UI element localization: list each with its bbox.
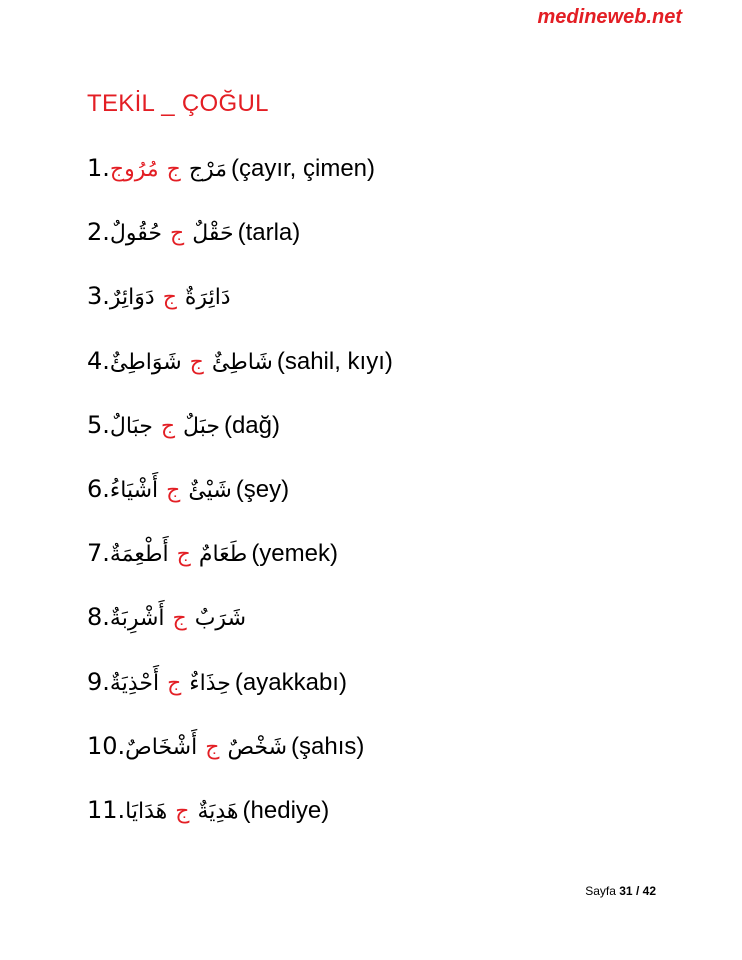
- plural-separator: ج: [162, 285, 177, 311]
- plural-word: دَوَائِرٌ: [109, 285, 155, 311]
- singular-word: شَرَبٌ: [194, 606, 247, 632]
- turkish-meaning: (yemek): [251, 540, 338, 568]
- current-page-number: 31: [619, 884, 633, 898]
- total-page-count: 42: [642, 884, 656, 898]
- plural-separator: ج: [166, 477, 181, 503]
- plural-separator: ج: [166, 157, 181, 182]
- singular-word: طَعَامٌ: [198, 542, 248, 568]
- singular-word: جبَلٌ: [183, 413, 220, 439]
- entry-number: 1.: [87, 154, 110, 182]
- plural-word: هَدَايَا: [125, 798, 168, 824]
- singular-word: حَقْلٌ: [192, 221, 234, 247]
- plural-word: أَشْيَاءُ: [109, 477, 159, 503]
- plural-word: أَطْعِمَةٌ: [109, 542, 169, 568]
- plural-word: أَشْرِبَةٌ: [109, 606, 165, 632]
- list-item: [87, 343, 393, 407]
- turkish-meaning: (sahil, kıyı): [276, 347, 393, 375]
- list-item: [87, 214, 393, 278]
- list-item: [87, 535, 393, 599]
- list-item: [87, 278, 393, 342]
- entry-number: 4.: [87, 346, 110, 375]
- entry-number: 8.: [87, 603, 110, 632]
- turkish-meaning: (şahıs): [291, 732, 365, 760]
- plural-separator: ج: [175, 798, 190, 824]
- plural-separator: ج: [176, 542, 191, 568]
- page-label: Sayfa: [585, 884, 616, 898]
- entry-number: 7.: [87, 539, 110, 568]
- turkish-meaning: (tarla): [237, 219, 301, 247]
- singular-word: حِذَاءٌ: [189, 670, 231, 696]
- list-item: [87, 728, 393, 792]
- singular-word: هَدِيَةٌ: [197, 798, 239, 824]
- list-item: [87, 407, 393, 471]
- entry-number: 11.: [87, 795, 126, 824]
- list-item: [87, 471, 393, 535]
- turkish-meaning: (hediye): [242, 796, 330, 824]
- entry-number: 5.: [87, 410, 110, 439]
- plural-word: مُرُوج: [109, 157, 159, 182]
- plural-word: شَوَاطِئٌ: [109, 349, 182, 375]
- turkish-meaning: (şey): [235, 475, 290, 503]
- plural-separator: ج: [169, 221, 185, 247]
- entry-number: 3.: [87, 282, 110, 311]
- vocabulary-list: [87, 150, 393, 856]
- entry-number: 9.: [87, 667, 110, 696]
- list-item: [87, 599, 393, 663]
- turkish-meaning: (dağ): [223, 411, 280, 439]
- entry-number: 10.: [87, 731, 126, 760]
- entry-number: 2.: [87, 218, 110, 247]
- plural-word: أَشْخَاصٌ: [125, 734, 198, 760]
- list-item: [87, 150, 393, 214]
- plural-separator: ج: [189, 349, 204, 375]
- singular-word: شَاطِئٌ: [211, 349, 273, 375]
- singular-word: دَائِرَةٌ: [184, 285, 231, 311]
- plural-separator: ج: [160, 413, 176, 439]
- entry-number: 6.: [87, 474, 110, 503]
- plural-separator: ج: [172, 606, 187, 632]
- plural-word: أَحْذِيَةٌ: [109, 670, 160, 696]
- turkish-meaning: (ayakkabı): [234, 668, 347, 696]
- singular-word: شَيْئٌ: [188, 477, 232, 503]
- turkish-meaning: (çayır, çimen): [230, 155, 376, 182]
- plural-word: حُقُولٌ: [109, 221, 162, 247]
- site-link[interactable]: medineweb.net: [537, 6, 682, 28]
- page-footer: [585, 884, 656, 898]
- plural-word: جبَالٌ: [109, 413, 153, 439]
- list-item: [87, 664, 393, 728]
- section-heading: TEKİL _ ÇOĞUL: [87, 90, 269, 117]
- plural-separator: ج: [205, 734, 220, 760]
- plural-separator: ج: [167, 670, 182, 696]
- singular-word: شَخْصٌ: [227, 734, 288, 760]
- page-divider: /: [635, 884, 640, 898]
- list-item: [87, 792, 393, 856]
- singular-word: مَرْج: [188, 157, 227, 182]
